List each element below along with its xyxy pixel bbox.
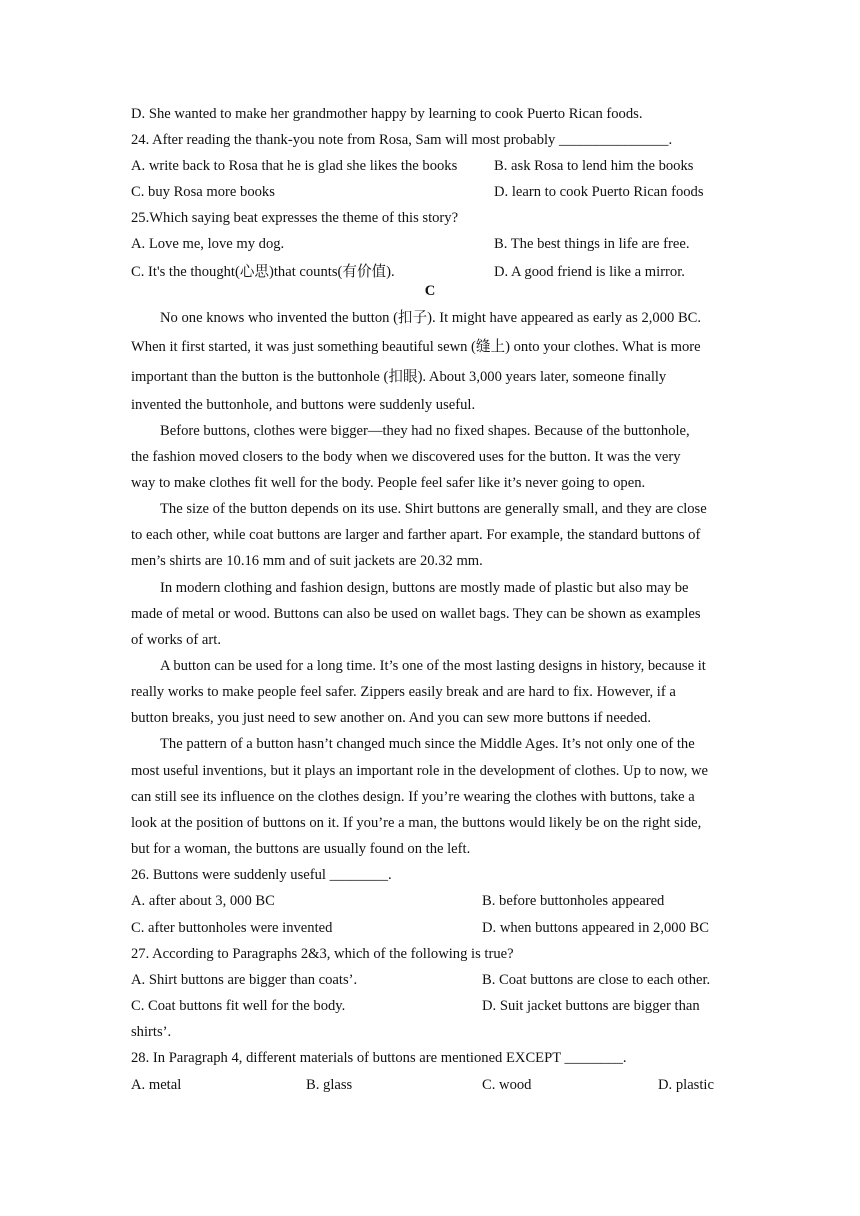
q24-option-d: D. learn to cook Puerto Rican foods: [494, 184, 704, 200]
q24-option-c: C. buy Rosa more books: [131, 184, 275, 200]
passage-line: button breaks, you just need to sew another on. And you can sew more buttons if needed.: [131, 710, 651, 726]
q27-option-d-continued: shirts’.: [131, 1024, 172, 1040]
q25-option-a: A. Love me, love my dog.: [131, 236, 285, 252]
passage-line: to each other, while coat buttons are larger and farther apart. For example, the standard buttons of: [131, 527, 701, 543]
passage-line: Before buttons, clothes were bigger—they had no fixed shapes. Because of the buttonhole,: [160, 423, 690, 439]
q25-option-b: B. The best things in life are free.: [494, 236, 690, 252]
q28-option-b: B. glass: [306, 1077, 353, 1093]
q28-stem: 28. In Paragraph 4, different materials of buttons are mentioned EXCEPT ________.: [131, 1050, 627, 1066]
q26-option-d: D. when buttons appeared in 2,000 BC: [482, 920, 709, 936]
q27-stem: 27. According to Paragraphs 2&3, which of the following is true?: [131, 946, 514, 962]
q25-option-d: D. A good friend is like a mirror.: [494, 264, 685, 280]
q24-stem: 24. After reading the thank-you note from Rosa, Sam will most probably _______________.: [131, 132, 673, 148]
q27-option-d: D. Suit jacket buttons are bigger than: [482, 998, 700, 1014]
passage-line: A button can be used for a long time. It’s one of the most lasting designs in history, because it: [160, 658, 706, 674]
q25-stem: 25.Which saying beat expresses the theme of this story?: [131, 210, 459, 226]
q27-option-c: C. Coat buttons fit well for the body.: [131, 998, 346, 1014]
passage-line: The pattern of a button hasn’t changed much since the Middle Ages. It’s not only one of the: [160, 736, 695, 752]
q26-option-a: A. after about 3, 000 BC: [131, 893, 275, 909]
passage-line: No one knows who invented the button (扣子). It might have appeared as early as 2,000 BC.: [160, 310, 702, 326]
q26-option-b: B. before buttonholes appeared: [482, 893, 665, 909]
passage-line: really works to make people feel safer. Zippers easily break and are hard to fix. However, if a: [131, 684, 676, 700]
passage-line: When it first started, it was just something beautiful sewn (缝上) onto your clothes. What is more: [131, 339, 701, 355]
passage-line: way to make clothes fit well for the body. People feel safer like it’s never going to open.: [131, 475, 646, 491]
passage-line: look at the position of buttons on it. If you’re a man, the buttons would likely be on the right side,: [131, 815, 702, 831]
q25-option-c: C. It's the thought(心思)that counts(有价值).: [131, 264, 395, 280]
q23-option-d: D. She wanted to make her grandmother happy by learning to cook Puerto Rican foods.: [131, 106, 643, 122]
passage-line: of works of art.: [131, 632, 221, 648]
passage-line: the fashion moved closers to the body when we discovered uses for the button. It was the very: [131, 449, 681, 465]
q26-stem: 26. Buttons were suddenly useful ________.: [131, 867, 392, 883]
q24-option-b: B. ask Rosa to lend him the books: [494, 158, 694, 174]
q27-option-b: B. Coat buttons are close to each other.: [482, 972, 711, 988]
passage-line: made of metal or wood. Buttons can also be used on wallet bags. They can be shown as examples: [131, 606, 701, 622]
passage-line: important than the button is the buttonhole (扣眼). About 3,000 years later, someone finally: [131, 369, 667, 385]
passage-line: most useful inventions, but it plays an important role in the development of clothes. Up to now, we: [131, 763, 709, 779]
q28-option-c: C. wood: [482, 1077, 532, 1093]
passage-line: can still see its influence on the clothes design. If you’re wearing the clothes with buttons, take a: [131, 789, 695, 805]
passage-line: invented the buttonhole, and buttons were suddenly useful.: [131, 397, 476, 413]
passage-line: but for a woman, the buttons are usually found on the left.: [131, 841, 471, 857]
passage-line: men’s shirts are 10.16 mm and of suit jackets are 20.32 mm.: [131, 553, 483, 569]
passage-line: In modern clothing and fashion design, buttons are mostly made of plastic but also may be: [160, 580, 689, 596]
q27-option-a: A. Shirt buttons are bigger than coats’.: [131, 972, 358, 988]
section-label: C: [424, 283, 436, 299]
q26-option-c: C. after buttonholes were invented: [131, 920, 333, 936]
q28-option-a: A. metal: [131, 1077, 182, 1093]
q24-option-a: A. write back to Rosa that he is glad she likes the books: [131, 158, 458, 174]
q28-option-d: D. plastic: [658, 1077, 714, 1093]
passage-line: The size of the button depends on its use. Shirt buttons are generally small, and they are close: [160, 501, 707, 517]
